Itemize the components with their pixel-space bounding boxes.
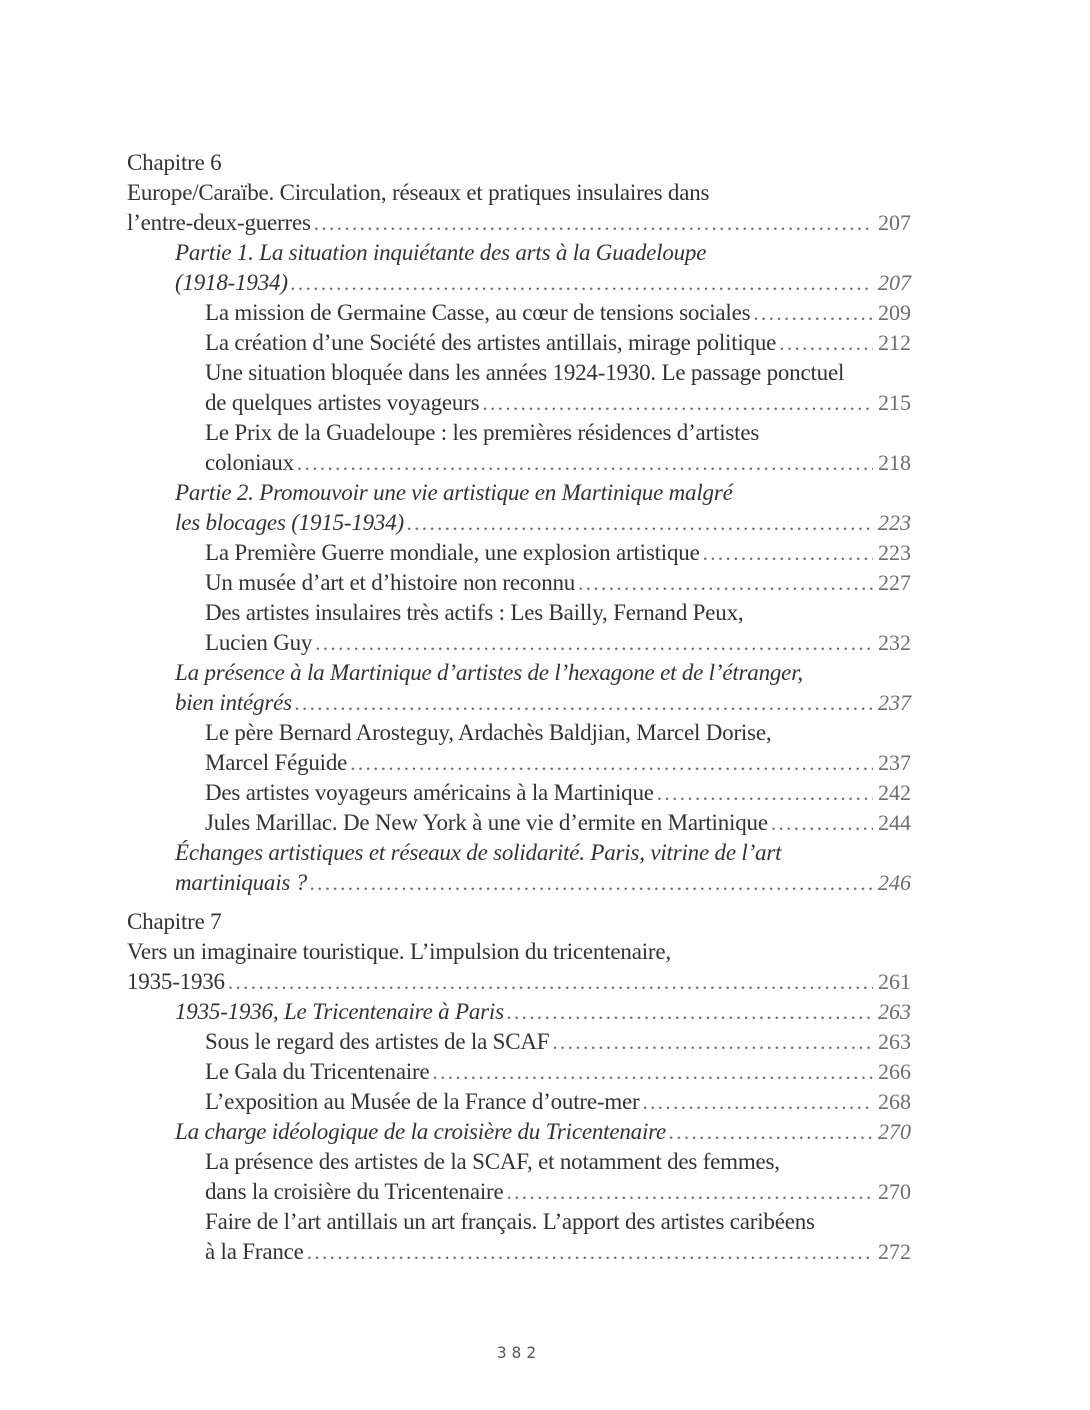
toc-line: [127, 1027, 911, 1057]
toc-page-number: 266: [878, 1059, 911, 1084]
toc-page-number: 244: [878, 810, 911, 835]
dotted-leader: [228, 967, 873, 997]
toc-line: [127, 1237, 911, 1267]
toc-line: [127, 628, 911, 658]
toc-entry-text: La charge idéologique de la croisière du Tricentenaire: [175, 1119, 667, 1144]
toc-entry-text: Le Gala du Tricentenaire: [205, 1059, 430, 1084]
toc-entry-text: L’exposition au Musée de la France d’outre-mer: [205, 1089, 640, 1114]
toc-entry-text: Jules Marillac. De New York à une vie d’ermite en Martinique: [205, 810, 768, 835]
toc-line: [127, 808, 911, 838]
toc-line: [127, 1117, 911, 1147]
dotted-leader: [307, 1237, 873, 1267]
dotted-leader: [315, 628, 873, 658]
dotted-leader: [432, 1057, 873, 1087]
toc-line: [127, 1147, 911, 1177]
toc-entry-text: Une situation bloquée dans les années 1924-1930. Le passage ponctuel: [205, 360, 845, 385]
toc-page-number: 268: [878, 1089, 911, 1114]
toc-entry-text: La création d’une Société des artistes antillais, mirage politique: [205, 330, 777, 355]
toc-entry-text: Des artistes voyageurs américains à la Martinique: [205, 780, 654, 805]
toc-entry-text: La Première Guerre mondiale, une explosion artistique: [205, 540, 700, 565]
toc-page-number: 215: [878, 390, 911, 415]
dotted-leader: [771, 808, 873, 838]
folio-page-number: 382: [497, 1343, 541, 1362]
dotted-leader: [703, 538, 873, 568]
toc-entry-text: à la France: [205, 1239, 304, 1264]
toc-entry-text: Partie 1. La situation inquiétante des arts à la Guadeloupe: [175, 240, 707, 265]
dotted-leader: [507, 1177, 874, 1207]
toc-line: [127, 178, 911, 208]
dotted-leader: [297, 448, 873, 478]
toc-page-number: 270: [878, 1179, 911, 1204]
toc-line: [127, 838, 911, 868]
dotted-leader: [482, 388, 873, 418]
toc-entry-text: bien intégrés: [175, 690, 292, 715]
toc-line: [127, 1207, 911, 1237]
dotted-leader: [507, 997, 873, 1027]
toc-page-number: 246: [878, 870, 911, 895]
toc-entry-text: Le Prix de la Guadeloupe : les premières résidences d’artistes: [205, 420, 760, 445]
toc-entry-text: Des artistes insulaires très actifs : Les Bailly, Fernand Peux,: [205, 600, 744, 625]
dotted-leader: [657, 778, 873, 808]
toc-page-number: 209: [878, 300, 911, 325]
toc-line: [127, 448, 911, 478]
toc-entry-text: martiniquais ?: [175, 870, 308, 895]
toc-entry-text: Échanges artistiques et réseaux de solidarité. Paris, vitrine de l’art: [175, 840, 782, 865]
toc-entry-text: 1935-1936, Le Tricentenaire à Paris: [175, 999, 504, 1024]
dotted-leader: [291, 268, 873, 298]
dotted-leader: [314, 208, 873, 238]
toc-page-number: 237: [878, 750, 911, 775]
toc-line: [127, 688, 911, 718]
toc-line: [127, 997, 911, 1027]
toc-page-number: 223: [878, 540, 911, 565]
toc-entry-text: Faire de l’art antillais un art français. L’apport des artistes caribéens: [205, 1209, 815, 1234]
toc-entry-text: (1918-1934): [175, 270, 288, 295]
dotted-leader: [669, 1117, 873, 1147]
toc-line: [127, 937, 911, 967]
toc-line: [127, 148, 911, 178]
toc-line: [127, 718, 911, 748]
toc-line: [127, 328, 911, 358]
toc-line: [127, 478, 911, 508]
toc-line: [127, 208, 911, 238]
toc-line: [127, 388, 911, 418]
toc-page-number: 263: [878, 999, 911, 1024]
toc-entry-text: dans la croisière du Tricentenaire: [205, 1179, 504, 1204]
toc-page-number: 261: [878, 969, 911, 994]
toc-page-number: 207: [878, 210, 911, 235]
toc-line: [127, 508, 911, 538]
dotted-leader: [642, 1087, 873, 1117]
toc-entry-text: l’entre-deux-guerres: [127, 210, 311, 235]
toc-line: [127, 418, 911, 448]
toc-entry-text: Partie 2. Promouvoir une vie artistique en Martinique malgré: [175, 480, 733, 505]
toc-page-number: 263: [878, 1029, 911, 1054]
toc-entry-text: Un musée d’art et d’histoire non reconnu: [205, 570, 576, 595]
toc-page-number: 237: [878, 690, 911, 715]
toc-entry-text: La mission de Germaine Casse, au cœur de tensions sociales: [205, 300, 751, 325]
toc-entry-text: La présence des artistes de la SCAF, et notamment des femmes,: [205, 1149, 780, 1174]
dotted-leader: [407, 508, 873, 538]
toc-page-number: 218: [878, 450, 911, 475]
toc-entry-text: Marcel Féguide: [205, 750, 348, 775]
dotted-leader: [779, 328, 873, 358]
toc-line: [127, 1087, 911, 1117]
toc-line: [127, 268, 911, 298]
toc-page-number: 223: [878, 510, 911, 535]
dotted-leader: [310, 868, 873, 898]
toc-line: [127, 1057, 911, 1087]
dotted-leader: [578, 568, 873, 598]
toc-entry-text: de quelques artistes voyageurs: [205, 390, 480, 415]
toc-page-number: 212: [878, 330, 911, 355]
toc-page-number: 270: [878, 1119, 911, 1144]
toc-page-number: 207: [878, 270, 911, 295]
toc-line: [127, 907, 911, 937]
toc-line: [127, 868, 911, 898]
toc-page-number: 232: [878, 630, 911, 655]
toc-entry-text: Chapitre 7: [127, 909, 222, 934]
toc-line: [127, 967, 911, 997]
toc-entry-text: coloniaux: [205, 450, 294, 475]
dotted-leader: [552, 1027, 873, 1057]
toc-entry-text: Chapitre 6: [127, 150, 222, 175]
toc-line: [127, 748, 911, 778]
toc-line: [127, 598, 911, 628]
toc-line: [127, 778, 911, 808]
toc-entry-text: Lucien Guy: [205, 630, 313, 655]
dotted-leader: [350, 748, 873, 778]
dotted-leader: [753, 298, 873, 328]
toc-entry-text: Vers un imaginaire touristique. L’impulsion du tricentenaire,: [127, 939, 671, 964]
toc-line: [127, 1177, 911, 1207]
toc-entry-text: 1935-1936: [127, 969, 225, 994]
dotted-leader: [295, 688, 873, 718]
toc-entry-text: Le père Bernard Arosteguy, Ardachès Baldjian, Marcel Dorise,: [205, 720, 772, 745]
toc-page-number: 227: [878, 570, 911, 595]
toc-entry-text: Europe/Caraïbe. Circulation, réseaux et pratiques insulaires dans: [127, 180, 710, 205]
toc-entry-text: les blocages (1915-1934): [175, 510, 404, 535]
table-of-contents: [127, 148, 911, 1267]
toc-line: [127, 538, 911, 568]
toc-line: [127, 238, 911, 268]
toc-entry-text: La présence à la Martinique d’artistes de l’hexagone et de l’étranger,: [175, 660, 803, 685]
toc-page-number: 242: [878, 780, 911, 805]
toc-entry-text: Sous le regard des artistes de la SCAF: [205, 1029, 550, 1054]
toc-line: [127, 298, 911, 328]
toc-line: [127, 568, 911, 598]
toc-line: [127, 658, 911, 688]
toc-page-number: 272: [878, 1239, 911, 1264]
toc-line: [127, 358, 911, 388]
